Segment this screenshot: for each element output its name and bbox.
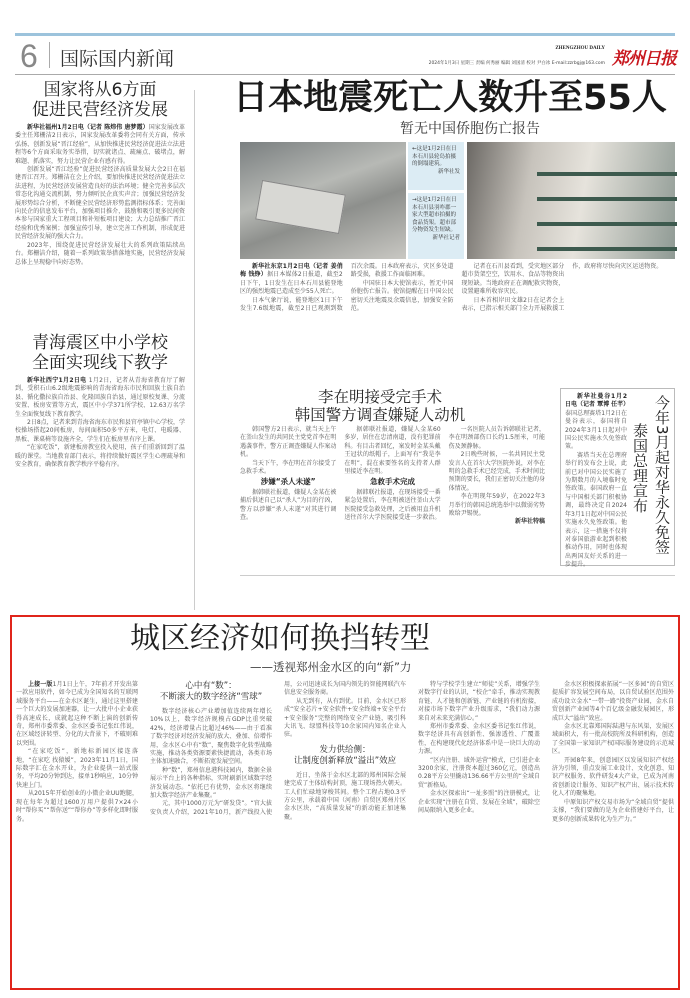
title-line: 全面实现线下教学 (32, 353, 168, 373)
paragraph: 泰国总理赛塔1月2日在曼谷表示，泰国将自2024年3月1日起对中国公民实施永久免签政策。 (565, 409, 627, 451)
paragraph: 从2015年开始创业的小微企业UU跑腿，现在每年为超过1600万用户提供7×24小时“帮你买”“帮你送”“帮你办”等多样化即时服务。 (16, 790, 138, 823)
title-line: 促进民营经济发展 (32, 100, 168, 120)
paragraph: 据日本媒体2日报道，截至2日下午，1日发生在日本石川县能登地区的强烈地震已造成至少55人死亡。 (240, 271, 343, 296)
paragraph: 李在明现年59岁，在2022年3月举行的韩国总统选举中以微弱劣势败给尹锡悦。 (448, 493, 545, 518)
dateline: 2024年1月3日 星期三 责编 何秀丽 编辑 刘国清 校对 尹白冰 E-mail:zzrbgj@163.com (428, 61, 605, 66)
paragraph: 特与学校学生建立“师徒”关系，增强学生对数字行业的认识，“校企”牵手，推动实现教育链、人才链和创新链、产业链的有机衔接，对接市场下数字产业升级需求，“我们动力源来自对未来充满信心。” (418, 681, 540, 722)
paragraph: 1月1日上午，7年前才开发出第一款应用软件，如今已成为全国知名的互联网域服务平台——在金水区诞生，通过这里搭建一个巨大的发展加速器，让一大批中小企业获得高速成长，成就起这种不断上演的创新传奇，郑州市委常委、金水区委书记张红伟说，在区域经济转型、分化的大背景下，不破则难以突围。 (16, 681, 138, 747)
article-title-thailand[interactable]: 今年3月起对华永久免签 (653, 395, 671, 555)
continued-marker: 上接一版 (28, 681, 53, 688)
paragraph: 创新发展“晋江经验”促进民营经济高质量发展大会2日在福建晋江召开。郑栅洁在会上介绍，要加快推进民营经济促进法立法进程，为民营经济发展营造良好的法治环境；健全完善多层次常态化沟通交流机制，努力倾听民企真实声音；加强民营经济发展形势综合分析，不断健全民营经济形势监测指标体系；完善面向民企的信息发布平台，加强项目推介，鼓励和吸引更多民间资本参与国家重大工程项目和补短板项目建设；大力总结推广晋江经验和优秀案例；加强宣传引导，建立完善工作机制，形成促进民营经济发展的强大合力。 (15, 166, 185, 241)
feature-headline[interactable]: 城区经济如何换挡转型 (130, 621, 430, 656)
paragraph: 中原知识产权交易市场为“全域自贸”提供支撑，“我们要做的是为企业搭建好平台，让更多的创新成果转化为生产力。” (552, 798, 674, 823)
paragraph: 国家发展改革委主任郑栅洁2日表示，国家发展改革委将会同有关方面，传承弘扬、创新发展“晋江经验”，从加快推进民营经济促进法立法进程等6个方面采取务实举措，切实就诸点、疏痛点、破堵点，解难题、抓落实，努力让民营企业有感有得。 (15, 124, 185, 165)
masthead-english: ZHENGZHOU DAILY (555, 46, 605, 51)
article-body-qinghai-schools (15, 377, 185, 612)
main-article-body (240, 263, 675, 384)
caption-text: →这是1月2日在日本石川县羽咋郡一家大型超市拍摄的食品货架。超市部分物资发生短缺。 (412, 197, 457, 233)
paragraph: 2日晚些时候，一名共同民主党发言人在首尔大学医院外说，对李在明的急救手术已经完成，手术时间比预期的要长，我们正密切关注他的身体情况。 (448, 451, 545, 492)
main-headline[interactable]: 日本地震死亡人数升至55人 (233, 78, 667, 118)
section-title: 国际国内新闻 (60, 48, 175, 70)
header-divider (49, 42, 50, 68)
section-divider (240, 575, 675, 576)
paragraph: 数字经济核心产业增加值连续两年增长10%以上，数字经济规模占GDP比重突破42%，经济增量占比超过46%——由于看准了数字经济对经济发展的放大、叠加、倍增作用，金水区心中有“数”，聚焦数字化转型战略实施，推动各类资源要素快捷流动，各类市场主体加速融合，不断拓宽发展空间。 (150, 708, 272, 766)
paragraph: “在家吃饭”，新地标新园区接连落地，“在家吃 找猿媛”，2023年11月1日，国际数字汇在金水开业，为企业提供一站式服务，平均20分钟到达，接单1秒响应，10分钟快速上门。 (16, 748, 138, 789)
empty-supermarket-shelves-photo (467, 142, 675, 259)
photo-caption (408, 142, 464, 190)
paragraph: 据韩联社报道，嫌疑人金某60多岁，居住在忠清南道，没有犯罪前科。有目击者回忆，案发时金某头戴王冠状的纸帽子，上面写有“我是李在明”，混在索要签名的支持者人群里接近李在明。 (344, 426, 441, 476)
page-number: 6 (20, 38, 38, 74)
paragraph: 2023年，围绕促进民营经济发展壮大的系列政策陆续出台。郑栅洁介绍，随着一系列政策举措落地实施，民营经济发展总体上呈现稳中向好态势。 (15, 241, 185, 266)
paragraph: 韩国警方2日表示，就当天上午在釜山发生的共同民主党党首李在明遇袭事件，警方正调查嫌疑人作案动机。 (240, 426, 337, 459)
paragraph: 赛塔当天在总理府举行的发布会上说，此前已对中国公民实施了为期数月的入境临时免签政策。泰国政府一直与中国相关部门积极协调，最终决定自2024年3月1日起对中国公民实施永久免签政策。他表示，这一措施不仅将对泰国旅游业起到积极推动作用，同时也体现出两国友好关系的进一步提升。 (565, 451, 627, 569)
source-credit: 新华社特稿 (514, 518, 545, 526)
paragraph: 金水区北靠郑国际陆港与东风渠，发展区域面积大，有一批高校院所及科研机构，创造了全国第一家知识产权国际服务建设的示范城区。 (552, 723, 674, 756)
paragraph: 开园8年来，创意园区以发展知识产权经济为引领，重点发展工业设计、文化创意、知识产权服务、软件研发4大产业，已成为河南省创新设计服务、知识产权产出、展示技术转化人才的聚集地。 (552, 756, 674, 798)
paragraph: “在家吃饭”，新建板房教室投入使用，孩子们重新回到了温暖的课堂。当地教育部门表示，将持续做好震区学生心理疏导和安全教育，确保教育教学秩序平稳有序。 (15, 444, 185, 469)
paragraph: 中国驻日本大使馆表示，暂无中国侨胞伤亡报告。使馆提醒在日中国公民密切关注地震及余震信息，加强安全防范。 (350, 279, 454, 313)
byline: 新华社福州1月2日电（记者 陈炜伟 唐梦霞） (27, 124, 149, 131)
feature-article-body (16, 681, 674, 986)
paragraph: 当天下午，李在明在首尔接受了急救手术。 (240, 459, 337, 476)
title-line: 韩国警方调查嫌疑人动机 (294, 406, 466, 424)
paragraph: 郑州市委常委、金水区委书记张红伟说，数字经济具有高创新性、强渗透性、广覆盖性，在构建现代化经济体系中是一块巨大的动力源。 (418, 723, 540, 756)
subheading: 心中有“数”： 不断滚大的数字经济“雪球” (159, 681, 263, 702)
header-top-rule (15, 33, 675, 36)
paragraph: 一名医院人员告诉韩联社记者，李在明颈部伤口长约1.5厘米，可能伤及颈静脉。 (448, 426, 545, 450)
article-body-thailand (565, 393, 630, 569)
paragraph: 元，其中1000万元为“研发贷”。“官大拔安负责人介绍，2021年10月，新产线投入使用，公司迅速成长为国内领先的智能网联汽车信息安全服务商。 (150, 681, 406, 816)
title-line: 青海震区中小学校 (32, 333, 168, 353)
paragraph: “区内注册、域外运营”模式，已引进企业3200余家，注册资本超过360亿元，创造出0.28平方公里撬动136.66平方公里的“全域自贸”新格局。 (418, 756, 540, 789)
paragraph: 近日，坐落于金水区北部的郑州国际会展建完成了主体结构封顶，施工现场热火朝天。工人们忙碌地穿梭其间。整个工程占地0.3平方公里，承载着中国（河南）自贸区郑州片区金水区块，“高质量发展”的新动能正加速集聚。 (284, 771, 406, 821)
header-bottom-rule (15, 74, 675, 75)
title-line: 李在明接受完手术 (317, 388, 442, 406)
article-title-private-economy[interactable] (15, 80, 185, 120)
subheading: 涉嫌“杀人未遂” (260, 477, 316, 487)
byline: 新华社东京1月2日电（记者 姜俏梅 钱铮） (240, 263, 343, 279)
article-title-qinghai-schools[interactable] (15, 333, 185, 373)
subheading: 发力供给侧： 让制度创新释放“溢出”效应 (293, 744, 397, 766)
collapsed-building-photo (240, 142, 406, 259)
feature-subheadline: ——透视郑州金水区的向“新”力 (250, 660, 412, 674)
paragraph: 据韩联社报道，嫌疑人金某在被捕后供述自己以“杀人”为目的行凶，警方以涉嫌“杀人未遂”对其进行调查。 (240, 488, 337, 522)
paragraph: 金水区探索出“一址多照”的注册模式，让企业实现“注册在自贸、发展在全域”，破除空间局限纳入更多企业。 (418, 790, 540, 815)
photo-caption (408, 193, 464, 259)
caption-credit: 新华社记者 (432, 234, 460, 241)
paragraph: 种“数”，郑州信息港科技园内，数据全景展示平台上的各种指标，实时刷新区域数字经济发展动态。“依托已有优势，金水区将继续加大数字经济产业集聚。” (150, 766, 272, 800)
caption-credit: 新华社发 (437, 168, 460, 175)
article-title-korea[interactable] (290, 388, 470, 424)
paragraph: 日本气象厅说，能登地区1日下午发生7.6级地震，截至2日已观测到数百次余震。日本政府表示，灾区多处道路受损，救援工作面临困难。 (240, 263, 454, 313)
paragraph: 金水区积极探索拓展“一区多园”的自贸区提质扩容发展空间布局，以自贸试验区范围外成功设立金水“一带一路”投资产业园，金水自贸创新产业园等4个百亿级金融发展园区，形成巨大“溢出”效应。 (552, 681, 674, 722)
article-title-thailand-kicker: 泰国总理宣布 (631, 423, 649, 513)
subheading: 急救手术完成 (369, 477, 415, 487)
paragraph: 日本首相岸田文雄2日在记者会上表示，已指示相关部门全力开展救援工作，政府将尽快向灾区运送物资。 (461, 263, 663, 313)
byline: 新华社西宁1月2日电 (27, 377, 87, 384)
caption-text: ←这是1月2日在日本石川县轮岛拍摄的倒塌建筑。 (412, 146, 457, 167)
article-body-private-economy (15, 124, 185, 324)
paragraph: 从无到有，从有到优。目前，金水区已形成“安全芯片+安全软件+安全终端+安全平台+安全服务”完整的网络安全产业链，吸引科大讯飞、绿盟科技等10余家国内知名企业入驻。 (284, 697, 406, 739)
column-divider (194, 90, 195, 610)
main-subheadline: 暂无中国侨胞伤亡报告 (400, 121, 540, 137)
article-body-korea (240, 426, 545, 566)
newspaper-logo: 郑州日报 (612, 49, 676, 69)
paragraph: 据韩联社报道，在现场接受一番紧急处置后，李在明被送往釜山大学医院接受急救处理，之后被用直升机送往首尔大学医院接受进一步救治。 (344, 488, 441, 522)
paragraph: 记者在石川县看到，受灾地区部分超市货架空空，饮用水、食品等物资出现短缺。当地政府正在调配救灾物资，设置避难所收容灾民。 (461, 263, 565, 296)
paragraph: 1月2日，记者从青海省教育厅了解到，受积石山6.2级地震影响的青海省海东市民和回族土族自治县、循化撒拉族自治县、化隆回族自治县，通过原校复课、分流安置、板房安置等方式，震区中小学371所学校、12.63万名学生全面恢复线下教育教学。 (15, 377, 185, 418)
paragraph: 2日8点，记者来到青海省海东市民和县官亭镇中心学校，学校操场搭起20间板房，每间面积50多平方米，电灯、电暖器、黑板、课桌椅等设施齐全，学生们在板房里有序上课。 (15, 419, 185, 443)
byline: 新华社曼谷1月2日电（记者 覃博 任芊） (565, 393, 630, 409)
thailand-visa-box (560, 388, 675, 569)
title-line: 国家将从6方面 (43, 80, 157, 100)
